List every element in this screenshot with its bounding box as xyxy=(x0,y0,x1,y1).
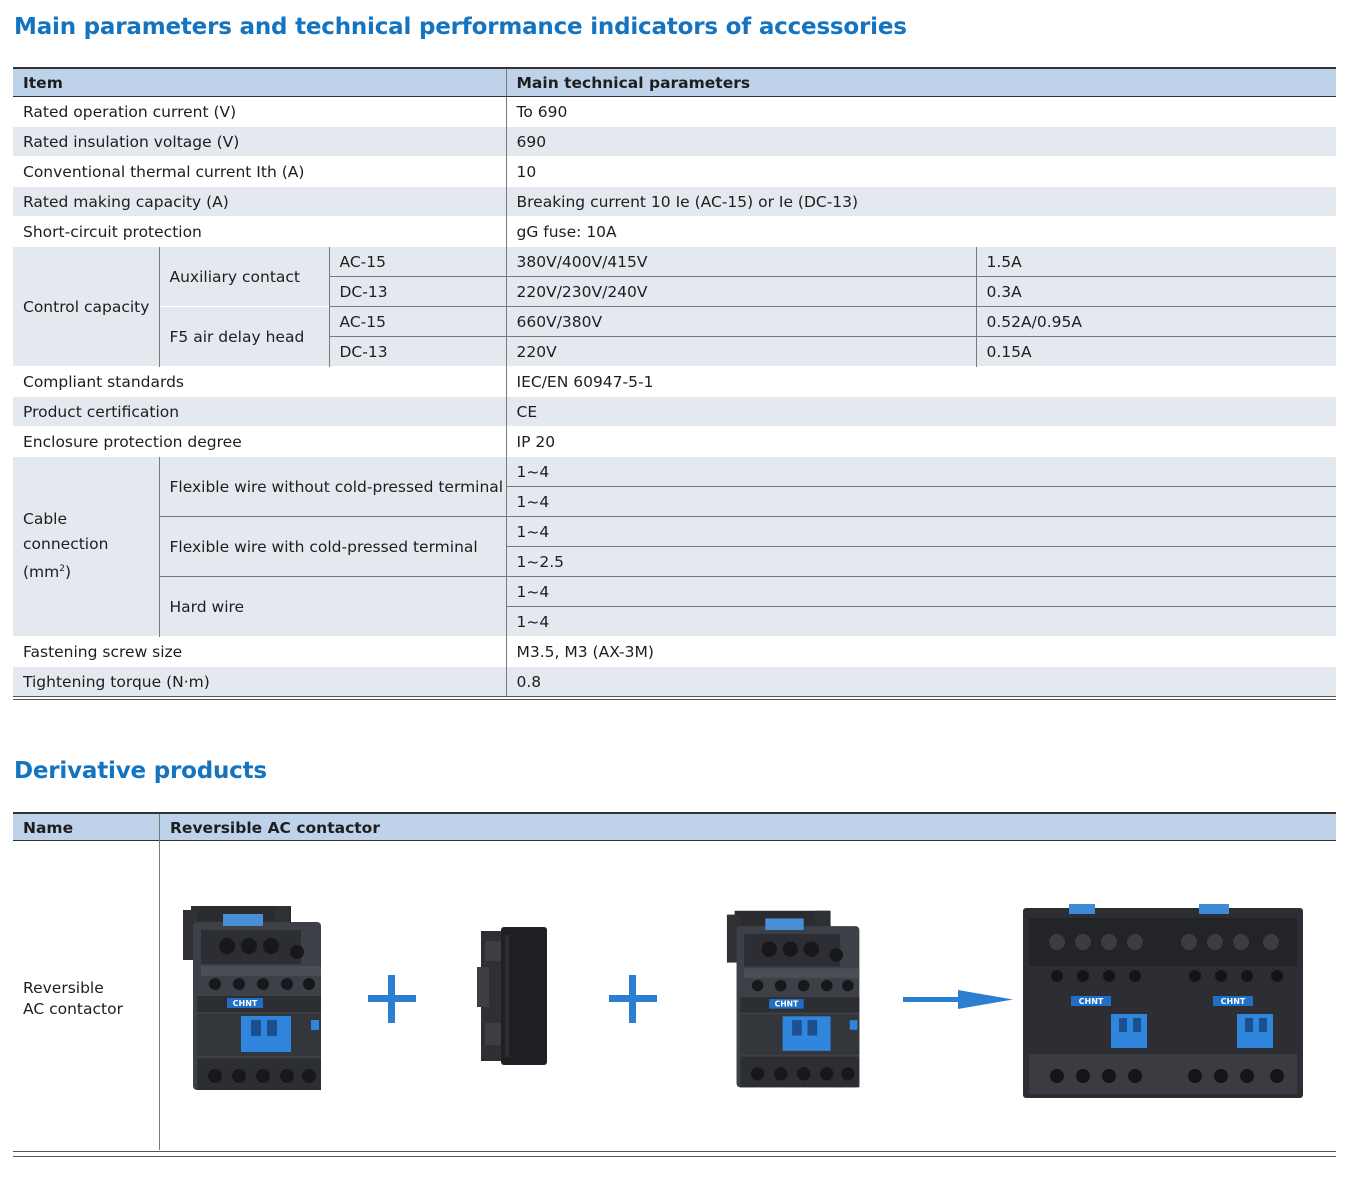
table-row xyxy=(13,217,1336,247)
row-label: Short-circuit protection xyxy=(13,217,506,247)
rated-voltage: 220V xyxy=(506,337,976,367)
interlock-module-image xyxy=(475,927,551,1067)
table-header-row xyxy=(13,68,1336,97)
flexible-no-terminal-label: Flexible wire without cold-pressed terminal xyxy=(159,457,506,517)
utilization-category: AC-15 xyxy=(329,247,506,277)
row-label: Rated insulation voltage (V) xyxy=(13,127,506,157)
row-value: IEC/EN 60947-5-1 xyxy=(506,367,1336,397)
rated-voltage: 220V/230V/240V xyxy=(506,277,976,307)
row-value: 0.8 xyxy=(506,667,1336,699)
row-value: 690 xyxy=(506,127,1336,157)
control-capacity-label: Control capacity xyxy=(13,247,159,367)
row-value: 1~4 xyxy=(506,457,1336,487)
row-label: Rated making capacity (A) xyxy=(13,187,506,217)
row-value: CE xyxy=(506,397,1336,427)
utilization-category: DC-13 xyxy=(329,337,506,367)
utilization-category: AC-15 xyxy=(329,307,506,337)
svg-text:CHNT: CHNT xyxy=(232,999,258,1008)
table-row xyxy=(13,187,1336,217)
rated-current: 0.52A/0.95A xyxy=(976,307,1336,337)
reversible-contactor-image xyxy=(1023,904,1313,1104)
cable-label-end: ) xyxy=(64,563,72,582)
f5-delay-head-label: F5 air delay head xyxy=(159,307,329,367)
table-row xyxy=(13,307,1336,337)
row-value: Breaking current 10 Ie (AC-15) or Ie (DC-13) xyxy=(506,187,1336,217)
cable-label-sup: 2 xyxy=(59,564,65,575)
table-row xyxy=(13,457,1336,487)
rated-current: 1.5A xyxy=(976,247,1336,277)
contactor-image xyxy=(183,900,328,1098)
derivative-row-name: Reversible AC contactor xyxy=(23,979,123,1018)
plus-icon xyxy=(368,975,416,1023)
row-value: 1~4 xyxy=(506,517,1336,547)
row-label: Tightening torque (N·m) xyxy=(13,667,506,699)
svg-text:CHNT: CHNT xyxy=(774,999,799,1009)
table-row xyxy=(13,157,1336,187)
cable-connection-label xyxy=(13,457,159,637)
derivative-products-table xyxy=(13,812,1336,1160)
cable-label-line1: Cable xyxy=(23,510,68,529)
table-row xyxy=(13,97,1336,127)
rated-voltage: 380V/400V/415V xyxy=(506,247,976,277)
auxiliary-contact-label: Auxiliary contact xyxy=(159,247,329,307)
row-label: Compliant standards xyxy=(13,367,506,397)
section-title-parameters: Main parameters and technical performance indicators of accessories xyxy=(14,14,907,40)
table-row xyxy=(13,427,1336,457)
rated-voltage: 660V/380V xyxy=(506,307,976,337)
svg-text:CHNT: CHNT xyxy=(1220,997,1246,1006)
row-label: Product certification xyxy=(13,397,506,427)
table-row xyxy=(13,517,1336,547)
flexible-terminal-label: Flexible wire with cold-pressed terminal xyxy=(159,517,506,577)
rated-current: 0.3A xyxy=(976,277,1336,307)
row-label: Enclosure protection degree xyxy=(13,427,506,457)
table-row xyxy=(13,397,1336,427)
hard-wire-label: Hard wire xyxy=(159,577,506,637)
row-value: 10 xyxy=(506,157,1336,187)
table-row xyxy=(13,577,1336,607)
rated-current: 0.15A xyxy=(976,337,1336,367)
header-divider xyxy=(159,814,160,841)
row-value: To 690 xyxy=(506,97,1336,127)
table-row xyxy=(13,127,1336,157)
row-value: 1~4 xyxy=(506,487,1336,517)
arrow-right-icon xyxy=(903,988,1013,1012)
table-row xyxy=(13,367,1336,397)
row-label: Conventional thermal current Ith (A) xyxy=(13,157,506,187)
plus-icon xyxy=(609,975,657,1023)
table-row xyxy=(13,667,1336,699)
row-label: Fastening screw size xyxy=(13,637,506,667)
derivative-header-row xyxy=(13,812,1336,841)
header-params: Main technical parameters xyxy=(506,68,1336,97)
row-value: M3.5, M3 (AX-3M) xyxy=(506,637,1336,667)
header-product: Reversible AC contactor xyxy=(170,819,380,837)
header-item: Item xyxy=(13,68,506,97)
svg-text:CHNT: CHNT xyxy=(1078,997,1104,1006)
row-label: Rated operation current (V) xyxy=(13,97,506,127)
column-divider xyxy=(159,841,160,1150)
row-value: 1~4 xyxy=(506,607,1336,637)
utilization-category: DC-13 xyxy=(329,277,506,307)
table-row xyxy=(13,247,1336,277)
header-name: Name xyxy=(23,819,74,837)
row-value: 1~2.5 xyxy=(506,547,1336,577)
table-bottom-rule xyxy=(13,1151,1336,1157)
table-row xyxy=(13,637,1336,667)
section-title-derivative: Derivative products xyxy=(14,758,267,784)
row-value: 1~4 xyxy=(506,577,1336,607)
row-value: IP 20 xyxy=(506,427,1336,457)
cable-label-line2: connection (mm xyxy=(23,535,109,582)
parameters-table xyxy=(13,67,1336,700)
contactor-image xyxy=(724,905,869,1095)
row-value: gG fuse: 10A xyxy=(506,217,1336,247)
